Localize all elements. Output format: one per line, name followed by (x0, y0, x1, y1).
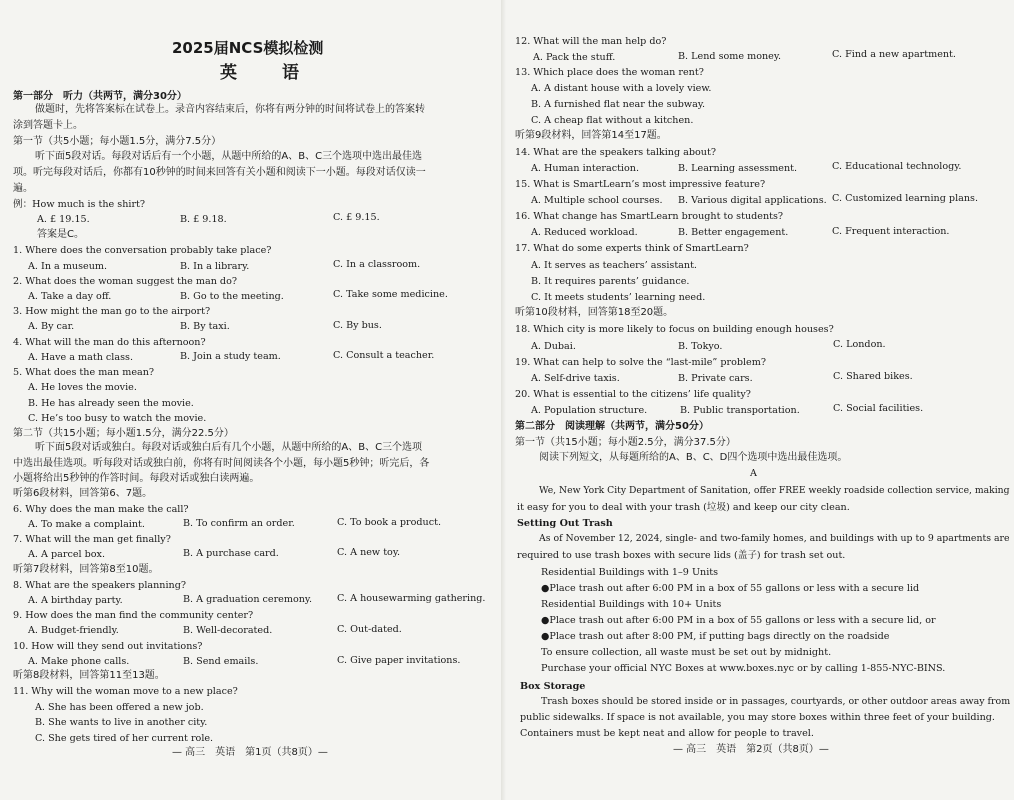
q4-option-b: B. Join a study team. (180, 351, 281, 362)
q20-option-c: C. Social facilities. (833, 403, 924, 414)
section1-intro-1: 听下面5段对话。每段对话后有一个小题，从题中所给的A、B、C三个选项中选出最佳选 (35, 151, 423, 162)
material-6-label: 听第6段材料，回答第6、7题。 (13, 488, 153, 499)
question-15: 15. What is SmartLearn’s most impressive feature? (515, 179, 766, 190)
section2-heading: 第二节（共15小题；每小题1.5分，满分22.5分） (13, 428, 234, 439)
question-3: 3. How might the man go to the airport? (13, 306, 211, 317)
part1-intro-1: 做题时，先将答案标在试卷上。录音内容结束后，你将有两分钟的时间将试卷上的答案转 (35, 104, 425, 115)
passage-p3-line3: Containers must be kept neat and allow for people to travel. (520, 728, 814, 739)
q6-option-c: C. To book a product. (337, 517, 442, 528)
page-gutter (501, 0, 506, 800)
q5-option-c: C. He’s too busy to watch the movie. (28, 413, 207, 424)
q20-option-a: A. Population structure. (531, 405, 648, 416)
question-8: 8. What are the speakers planning? (13, 580, 186, 591)
question-9: 9. How does the man find the community center? (13, 610, 254, 621)
q19-option-a: A. Self-drive taxis. (531, 373, 620, 384)
q7-option-a: A. A parcel box. (28, 549, 105, 560)
q10-option-a: A. Make phone calls. (28, 656, 130, 667)
q18-option-b: B. Tokyo. (678, 341, 723, 352)
q14-option-b: B. Learning assessment. (678, 163, 798, 174)
q18-option-c: C. London. (833, 339, 886, 350)
q13-option-a: A. A distant house with a lovely view. (531, 83, 712, 94)
question-5: 5. What does the man mean? (13, 367, 155, 378)
bullet-item-2: ●Place trash out after 6:00 PM in a box of 55 gallons or less with a secure lid, or (541, 615, 936, 626)
q16-option-c: C. Frequent interaction. (832, 226, 950, 237)
q2-option-a: A. Take a day off. (28, 291, 112, 302)
q5-option-a: A. He loves the movie. (28, 382, 137, 393)
section1-intro-2: 项。听完每段对话后，你都有10秒钟的时间来回答有关小题和阅读下一小题。每段对话仅读一 (13, 167, 426, 178)
q9-option-c: C. Out-dated. (337, 624, 402, 635)
q11-option-b: B. She wants to live in another city. (35, 717, 208, 728)
material-7-label: 听第7段材料，回答第8至10题。 (13, 564, 159, 575)
q9-option-b: B. Well-decorated. (183, 625, 273, 636)
q13-option-b: B. A furnished flat near the subway. (531, 99, 706, 110)
q8-option-b: B. A graduation ceremony. (183, 594, 313, 605)
question-14: 14. What are the speakers talking about? (515, 147, 716, 158)
q2-option-c: C. Take some medicine. (333, 289, 448, 300)
q8-option-a: A. A birthday party. (28, 595, 123, 606)
q1-option-b: B. In a library. (180, 261, 250, 272)
material-9-label: 听第9段材料，回答第14至17题。 (515, 130, 667, 141)
q3-option-b: B. By taxi. (180, 321, 230, 332)
q17-option-c: C. It meets students’ learning need. (531, 292, 706, 303)
section2-intro-2: 中选出最佳选项。听每段对话或独白前，你将有时间阅读各个小题，每小题5秒钟；听完后，各 (13, 458, 430, 469)
question-6: 6. Why does the man make the call? (13, 504, 189, 515)
q16-option-b: B. Better engagement. (678, 227, 789, 238)
section1-intro-3: 遍。 (13, 183, 33, 194)
example-option-c: C. £ 9.15. (333, 212, 380, 223)
q12-option-c: C. Find a new apartment. (832, 49, 956, 60)
passage-p3-line1: Trash boxes should be stored inside or in passages, courtyards, or other outdoor areas away from (541, 696, 1011, 707)
part1-intro-2: 涂到答题卡上。 (13, 120, 83, 131)
q11-option-a: A. She has been offered a new job. (35, 702, 204, 713)
question-18: 18. Which city is more likely to focus on building enough houses? (515, 324, 834, 335)
part2-heading: 第二部分 阅读理解（共两节，满分50分） (515, 421, 709, 432)
bullet-item-3: ●Place trash out after 8:00 PM, if putting bags directly on the roadside (541, 631, 890, 642)
q4-option-a: A. Have a math class. (28, 352, 133, 363)
q1-option-a: A. In a museum. (28, 261, 108, 272)
subject-title: 英 语 (220, 63, 313, 83)
q16-option-a: A. Reduced workload. (531, 227, 638, 238)
purchase-info: Purchase your official NYC Boxes at www.boxes.nyc or by calling 1-855-NYC-BINS. (541, 663, 946, 674)
q5-option-b: B. He has already seen the movie. (28, 398, 194, 409)
q1-option-c: C. In a classroom. (333, 259, 421, 270)
q19-option-b: B. Private cars. (678, 373, 753, 384)
q14-option-a: A. Human interaction. (531, 163, 640, 174)
question-4: 4. What will the man do this afternoon? (13, 337, 206, 348)
q14-option-c: C. Educational technology. (832, 161, 962, 172)
question-2: 2. What does the woman suggest the man do? (13, 276, 237, 287)
setting-out-trash-heading: Setting Out Trash (517, 518, 613, 529)
section2-intro-1: 听下面5段对话或独白。每段对话或独白后有几个小题，从题中所给的A、B、C三个选项 (35, 442, 423, 453)
q12-option-b: B. Lend some money. (678, 51, 782, 62)
question-7: 7. What will the man get finally? (13, 534, 171, 545)
collection-deadline: To ensure collection, all waste must be set out by midnight. (541, 647, 832, 658)
box-storage-heading: Box Storage (520, 681, 586, 692)
q11-option-c: C. She gets tired of her current role. (35, 733, 214, 744)
q3-option-c: C. By bus. (333, 320, 382, 331)
bullet-item-1: ●Place trash out after 6:00 PM in a box of 55 gallons or less with a secure lid (541, 583, 920, 594)
right-page (507, 0, 1014, 800)
q10-option-b: B. Send emails. (183, 656, 259, 667)
q18-option-a: A. Dubai. (531, 341, 576, 352)
part2-intro: 阅读下列短文，从每题所给的A、B、C、D四个选项中选出最佳选项。 (539, 452, 848, 463)
q19-option-c: C. Shared bikes. (833, 371, 913, 382)
example-option-b: B. £ 9.18. (180, 214, 227, 225)
question-1: 1. Where does the conversation probably take place? (13, 245, 272, 256)
q2-option-b: B. Go to the meeting. (180, 291, 284, 302)
part2-section1-heading: 第一节（共15小题；每小题2.5分，满分37.5分） (515, 437, 736, 448)
q15-option-b: B. Various digital applications. (678, 195, 827, 206)
left-page (0, 0, 500, 800)
material-8-label: 听第8段材料，回答第11至13题。 (13, 670, 165, 681)
example-answer: 答案是C。 (37, 229, 84, 240)
section2-intro-3: 小题将给出5秒钟的作答时间。每段对话或独白读两遍。 (13, 473, 260, 484)
passage-p1-line1: We, New York City Department of Sanitation, offer FREE weekly roadside collection service, making (539, 485, 1010, 496)
exam-title: 2025届NCS模拟检测 (172, 39, 324, 57)
residential-10-heading: Residential Buildings with 10+ Units (541, 599, 722, 610)
question-17: 17. What do some experts think of SmartLearn? (515, 243, 749, 254)
q3-option-a: A. By car. (28, 321, 75, 332)
q7-option-c: C. A new toy. (337, 547, 401, 558)
section1-heading: 第一节（共5小题；每小题1.5分，满分7.5分） (13, 136, 222, 147)
q17-option-a: A. It serves as teachers’ assistant. (531, 260, 697, 271)
q6-option-a: A. To make a complaint. (28, 519, 145, 530)
passage-p1-line2: it easy for you to deal with your trash (垃圾) and keep our city clean. (517, 502, 850, 513)
question-19: 19. What can help to solve the “last-mile” problem? (515, 357, 766, 368)
right-page-footer: — 高三 英语 第2页（共8页）— (673, 744, 829, 755)
q7-option-b: B. A purchase card. (183, 548, 279, 559)
material-10-label: 听第10段材料，回答第18至20题。 (515, 307, 674, 318)
question-13: 13. Which place does the woman rent? (515, 67, 704, 78)
residential-1-9-heading: Residential Buildings with 1–9 Units (541, 567, 719, 578)
q20-option-b: B. Public transportation. (680, 405, 800, 416)
passage-p2-line1: As of November 12, 2024, single- and two-family homes, and buildings with up to 9 apartments are (539, 533, 1010, 544)
q15-option-c: C. Customized learning plans. (832, 193, 979, 204)
question-12: 12. What will the man help do? (515, 36, 667, 47)
left-page-footer: — 高三 英语 第1页（共8页）— (172, 747, 328, 758)
passage-p2-line2: required to use trash boxes with secure lids (盖子) for trash set out. (517, 550, 846, 561)
example-question: 例：How much is the shirt? (13, 199, 146, 210)
example-option-a: A. £ 19.15. (37, 214, 90, 225)
part1-heading: 第一部分 听力（共两节，满分30分） (13, 91, 187, 102)
question-11: 11. Why will the woman move to a new place? (13, 686, 238, 697)
q10-option-c: C. Give paper invitations. (337, 655, 461, 666)
q12-option-a: A. Pack the stuff. (533, 52, 616, 63)
question-16: 16. What change has SmartLearn brought to students? (515, 211, 784, 222)
passage-p3-line2: public sidewalks. If space is not available, you may store boxes within three feet of your building. (520, 712, 995, 723)
q8-option-c: C. A housewarming gathering. (337, 593, 486, 604)
question-10: 10. How will they send out invitations? (13, 641, 203, 652)
q15-option-a: A. Multiple school courses. (531, 195, 663, 206)
passage-label: A (750, 468, 757, 479)
question-20: 20. What is essential to the citizens’ life quality? (515, 389, 751, 400)
q6-option-b: B. To confirm an order. (183, 518, 295, 529)
q13-option-c: C. A cheap flat without a kitchen. (531, 115, 694, 126)
q4-option-c: C. Consult a teacher. (333, 350, 435, 361)
q17-option-b: B. It requires parents’ guidance. (531, 276, 690, 287)
q9-option-a: A. Budget-friendly. (28, 625, 119, 636)
